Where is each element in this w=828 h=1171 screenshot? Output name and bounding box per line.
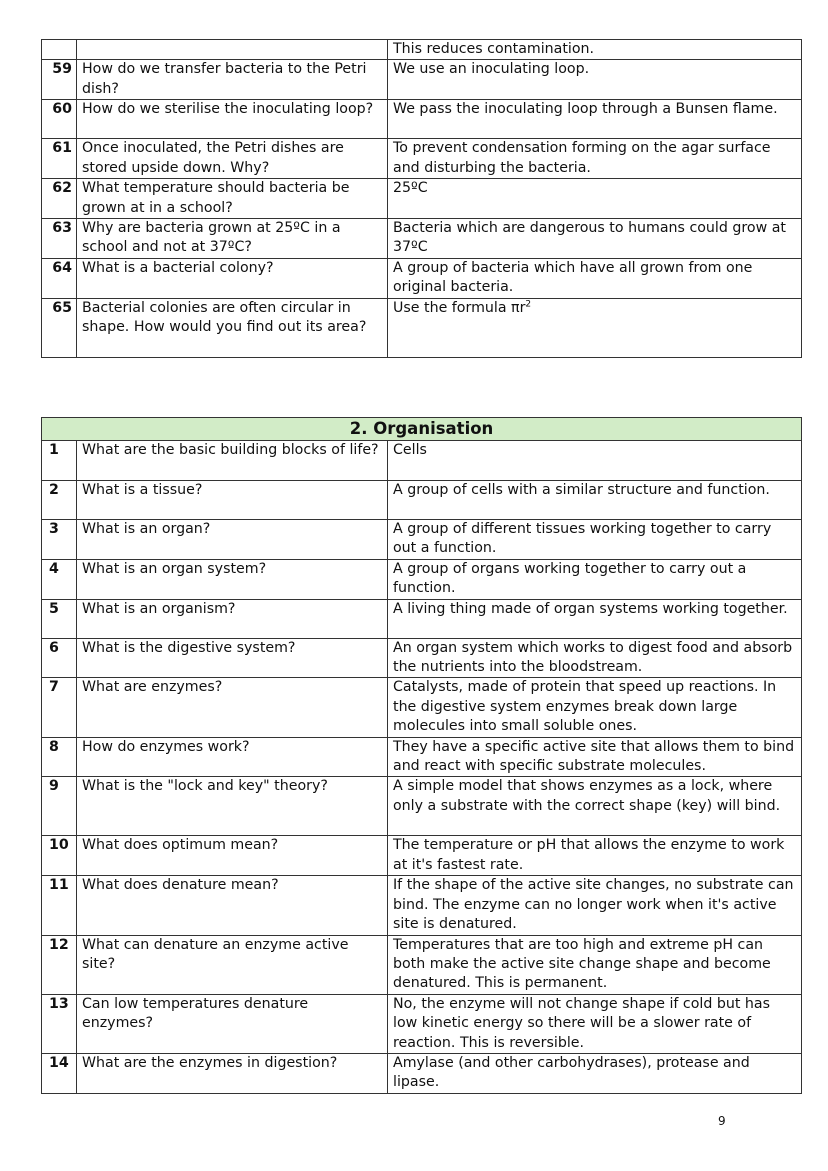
table-row: [42, 638, 802, 678]
answer-text: A group of different tissues working together to carry out a function.: [393, 521, 772, 557]
answer-text: Bacteria which are dangerous to humans could grow at 37ºC: [393, 220, 786, 256]
answer-cell: [388, 258, 802, 298]
answer-text: A living thing made of organ systems working together.: [393, 600, 788, 617]
table-row: [42, 777, 802, 836]
table-row: [42, 559, 802, 599]
table-row: [42, 60, 802, 100]
table-row: [42, 599, 802, 638]
row-number: 4: [42, 559, 77, 599]
row-number: 2: [42, 481, 77, 520]
answer-text: Cells: [393, 442, 427, 458]
table-row: [42, 100, 802, 139]
table-row: [42, 40, 802, 60]
question-cell: What are the basic building blocks of life?: [77, 441, 388, 481]
table-row: [42, 179, 802, 219]
question-cell: What is an organ system?: [77, 559, 388, 599]
table-row: [42, 258, 802, 298]
row-number: 7: [42, 678, 77, 737]
answer-cell: [388, 994, 802, 1053]
row-number: 62: [42, 179, 77, 219]
answer-cell: [388, 777, 802, 836]
answer-text: No, the enzyme will not change shape if cold but has low kinetic energy so there will be a slower rate of reaction. This is reversible.: [393, 995, 770, 1051]
table-row: [42, 219, 802, 259]
question-cell: What is an organ?: [77, 520, 388, 560]
section-header-row: [42, 418, 802, 441]
row-number: 14: [42, 1053, 77, 1093]
answer-text: If the shape of the active site changes, no substrate can bind. The enzyme can no longer work when it's active site is denatured.: [393, 877, 794, 933]
row-number: [42, 40, 77, 60]
question-cell: What can denature an enzyme active site?: [77, 935, 388, 994]
answer-text: Temperatures that are too high and extreme pH can both make the active site change shape and become denatured. This is permanent.: [393, 936, 771, 992]
row-number: 6: [42, 638, 77, 678]
question-cell: What is a bacterial colony?: [77, 258, 388, 298]
answer-cell: [388, 219, 802, 259]
row-number: 63: [42, 219, 77, 259]
organisation-qa-table: [41, 417, 802, 1094]
answer-text: Use the formula πr: [393, 299, 526, 316]
answer-cell: [388, 599, 802, 638]
answer-cell: [388, 876, 802, 935]
row-number: 64: [42, 258, 77, 298]
answer-text: 25ºC: [393, 180, 428, 197]
row-number: 3: [42, 520, 77, 560]
page-number: 9: [718, 1114, 726, 1128]
answer-text: A group of bacteria which have all grown from one original bacteria.: [393, 259, 753, 296]
answer-cell: [388, 139, 802, 179]
table-row: [42, 298, 802, 357]
answer-cell: [388, 737, 802, 777]
table-row: [42, 441, 802, 481]
answer-cell: [388, 638, 802, 678]
answer-cell: [388, 678, 802, 737]
answer-cell: [388, 520, 802, 560]
section-title: 2. Organisation: [42, 418, 802, 441]
table-row: [42, 481, 802, 520]
row-number: 1: [42, 441, 77, 481]
question-cell: Bacterial colonies are often circular in shape. How would you find out its area?: [77, 298, 388, 357]
question-cell: How do we transfer bacteria to the Petri dish?: [77, 60, 388, 100]
question-cell: [77, 40, 388, 60]
question-cell: Once inoculated, the Petri dishes are stored upside down. Why?: [77, 139, 388, 179]
answer-text: We use an inoculating loop.: [393, 61, 590, 78]
answer-text: A group of cells with a similar structure and function.: [393, 482, 770, 498]
answer-text: To prevent condensation forming on the agar surface and disturbing the bacteria.: [393, 140, 771, 176]
bacteria-qa-table: [41, 39, 802, 358]
answer-cell: [388, 60, 802, 100]
question-cell: What does denature mean?: [77, 876, 388, 935]
answer-cell: [388, 179, 802, 219]
row-number: 5: [42, 599, 77, 638]
row-number: 65: [42, 298, 77, 357]
answer-text: We pass the inoculating loop through a Bunsen flame.: [393, 101, 778, 118]
answer-cell: [388, 481, 802, 520]
row-number: 8: [42, 737, 77, 777]
question-cell: Why are bacteria grown at 25ºC in a school and not at 37ºC?: [77, 219, 388, 259]
row-number: 9: [42, 777, 77, 836]
table-row: [42, 1053, 802, 1093]
question-cell: What is a tissue?: [77, 481, 388, 520]
question-cell: What does optimum mean?: [77, 836, 388, 876]
question-cell: How do we sterilise the inoculating loop?: [77, 100, 388, 139]
question-cell: How do enzymes work?: [77, 737, 388, 777]
answer-text: Catalysts, made of protein that speed up reactions. In the digestive system enzymes break down large molecules into small soluble ones.: [393, 679, 777, 735]
question-cell: What is the "lock and key" theory?: [77, 777, 388, 836]
table-row: [42, 520, 802, 560]
answer-cell: [388, 298, 802, 357]
answer-cell: [388, 935, 802, 994]
answer-text: A group of organs working together to carry out a function.: [393, 560, 747, 597]
table-row: [42, 678, 802, 737]
row-number: 13: [42, 994, 77, 1053]
answer-text: Amylase (and other carbohydrases), protease and lipase.: [393, 1054, 750, 1091]
answer-cell: [388, 836, 802, 876]
answer-cell: [388, 100, 802, 139]
superscript: 2: [525, 298, 532, 309]
row-number: 60: [42, 100, 77, 139]
answer-cell: [388, 1053, 802, 1093]
answer-cell: [388, 559, 802, 599]
table-row: [42, 935, 802, 994]
table-row: [42, 994, 802, 1053]
table-row: [42, 836, 802, 876]
row-number: 61: [42, 139, 77, 179]
answer-cell: This reduces contamination.: [388, 40, 802, 60]
answer-text: The temperature or pH that allows the enzyme to work at it's fastest rate.: [393, 837, 785, 873]
row-number: 12: [42, 935, 77, 994]
row-number: 10: [42, 836, 77, 876]
question-cell: Can low temperatures denature enzymes?: [77, 994, 388, 1053]
question-cell: What are enzymes?: [77, 678, 388, 737]
answer-text: A simple model that shows enzymes as a lock, where only a substrate with the correct shape (key) will bind.: [393, 778, 781, 814]
question-cell: What is an organism?: [77, 599, 388, 638]
question-cell: What temperature should bacteria be grown at in a school?: [77, 179, 388, 219]
row-number: 59: [42, 60, 77, 100]
answer-text: An organ system which works to digest food and absorb the nutrients into the bloodstream.: [393, 639, 793, 676]
table-row: [42, 139, 802, 179]
question-cell: What are the enzymes in digestion?: [77, 1053, 388, 1093]
table-row: [42, 876, 802, 935]
answer-text: They have a specific active site that allows them to bind and react with specific substrate molecules.: [393, 738, 795, 775]
row-number: 11: [42, 876, 77, 935]
question-cell: What is the digestive system?: [77, 638, 388, 678]
answer-cell: [388, 441, 802, 481]
table-row: [42, 737, 802, 777]
